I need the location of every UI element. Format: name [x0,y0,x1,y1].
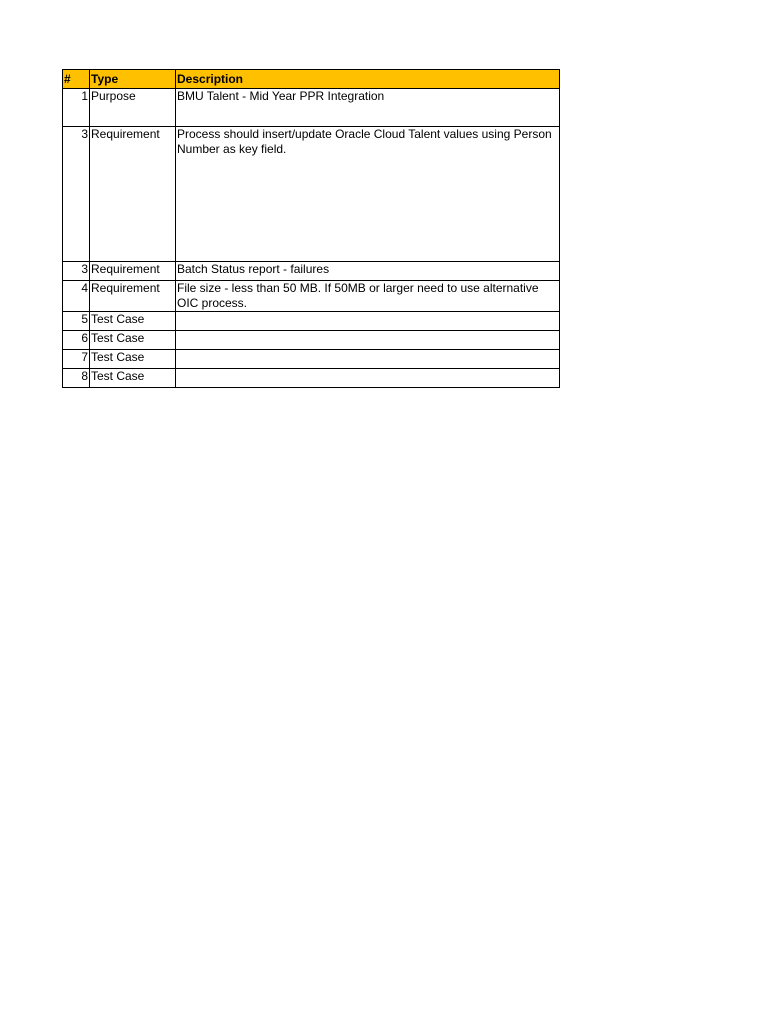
table-row [63,312,560,331]
cell-type[interactable]: Test Case [90,369,176,388]
cell-description[interactable] [176,350,560,369]
table-row [63,89,560,127]
table-row [63,281,560,312]
cell-type[interactable]: Requirement [90,262,176,281]
cell-number[interactable]: 3 [63,262,90,281]
table-row [63,350,560,369]
cell-type[interactable]: Test Case [90,331,176,350]
cell-description[interactable] [176,369,560,388]
cell-type[interactable]: Requirement [90,281,176,312]
cell-type[interactable]: Requirement [90,127,176,262]
header-type[interactable]: Type [90,70,176,89]
header-row [63,70,560,89]
table-row [63,369,560,388]
header-description[interactable]: Description [176,70,560,89]
cell-description[interactable] [176,312,560,331]
cell-number[interactable]: 4 [63,281,90,312]
cell-number[interactable]: 6 [63,331,90,350]
cell-number[interactable]: 5 [63,312,90,331]
cell-description[interactable] [176,331,560,350]
table-row [63,331,560,350]
cell-type[interactable]: Test Case [90,350,176,369]
cell-description[interactable]: File size - less than 50 MB. If 50MB or larger need to use alternative OIC process. [176,281,560,312]
requirements-table [62,69,560,388]
header-number[interactable]: # [63,70,90,89]
table-row [63,262,560,281]
cell-number[interactable]: 1 [63,89,90,127]
cell-type[interactable]: Purpose [90,89,176,127]
cell-number[interactable]: 7 [63,350,90,369]
cell-type[interactable]: Test Case [90,312,176,331]
cell-number[interactable]: 8 [63,369,90,388]
cell-description[interactable]: BMU Talent - Mid Year PPR Integration [176,89,560,127]
table-row [63,127,560,262]
cell-description[interactable]: Process should insert/update Oracle Cloud Talent values using Person Number as key field. [176,127,560,262]
cell-number[interactable]: 3 [63,127,90,262]
cell-description[interactable]: Batch Status report - failures [176,262,560,281]
